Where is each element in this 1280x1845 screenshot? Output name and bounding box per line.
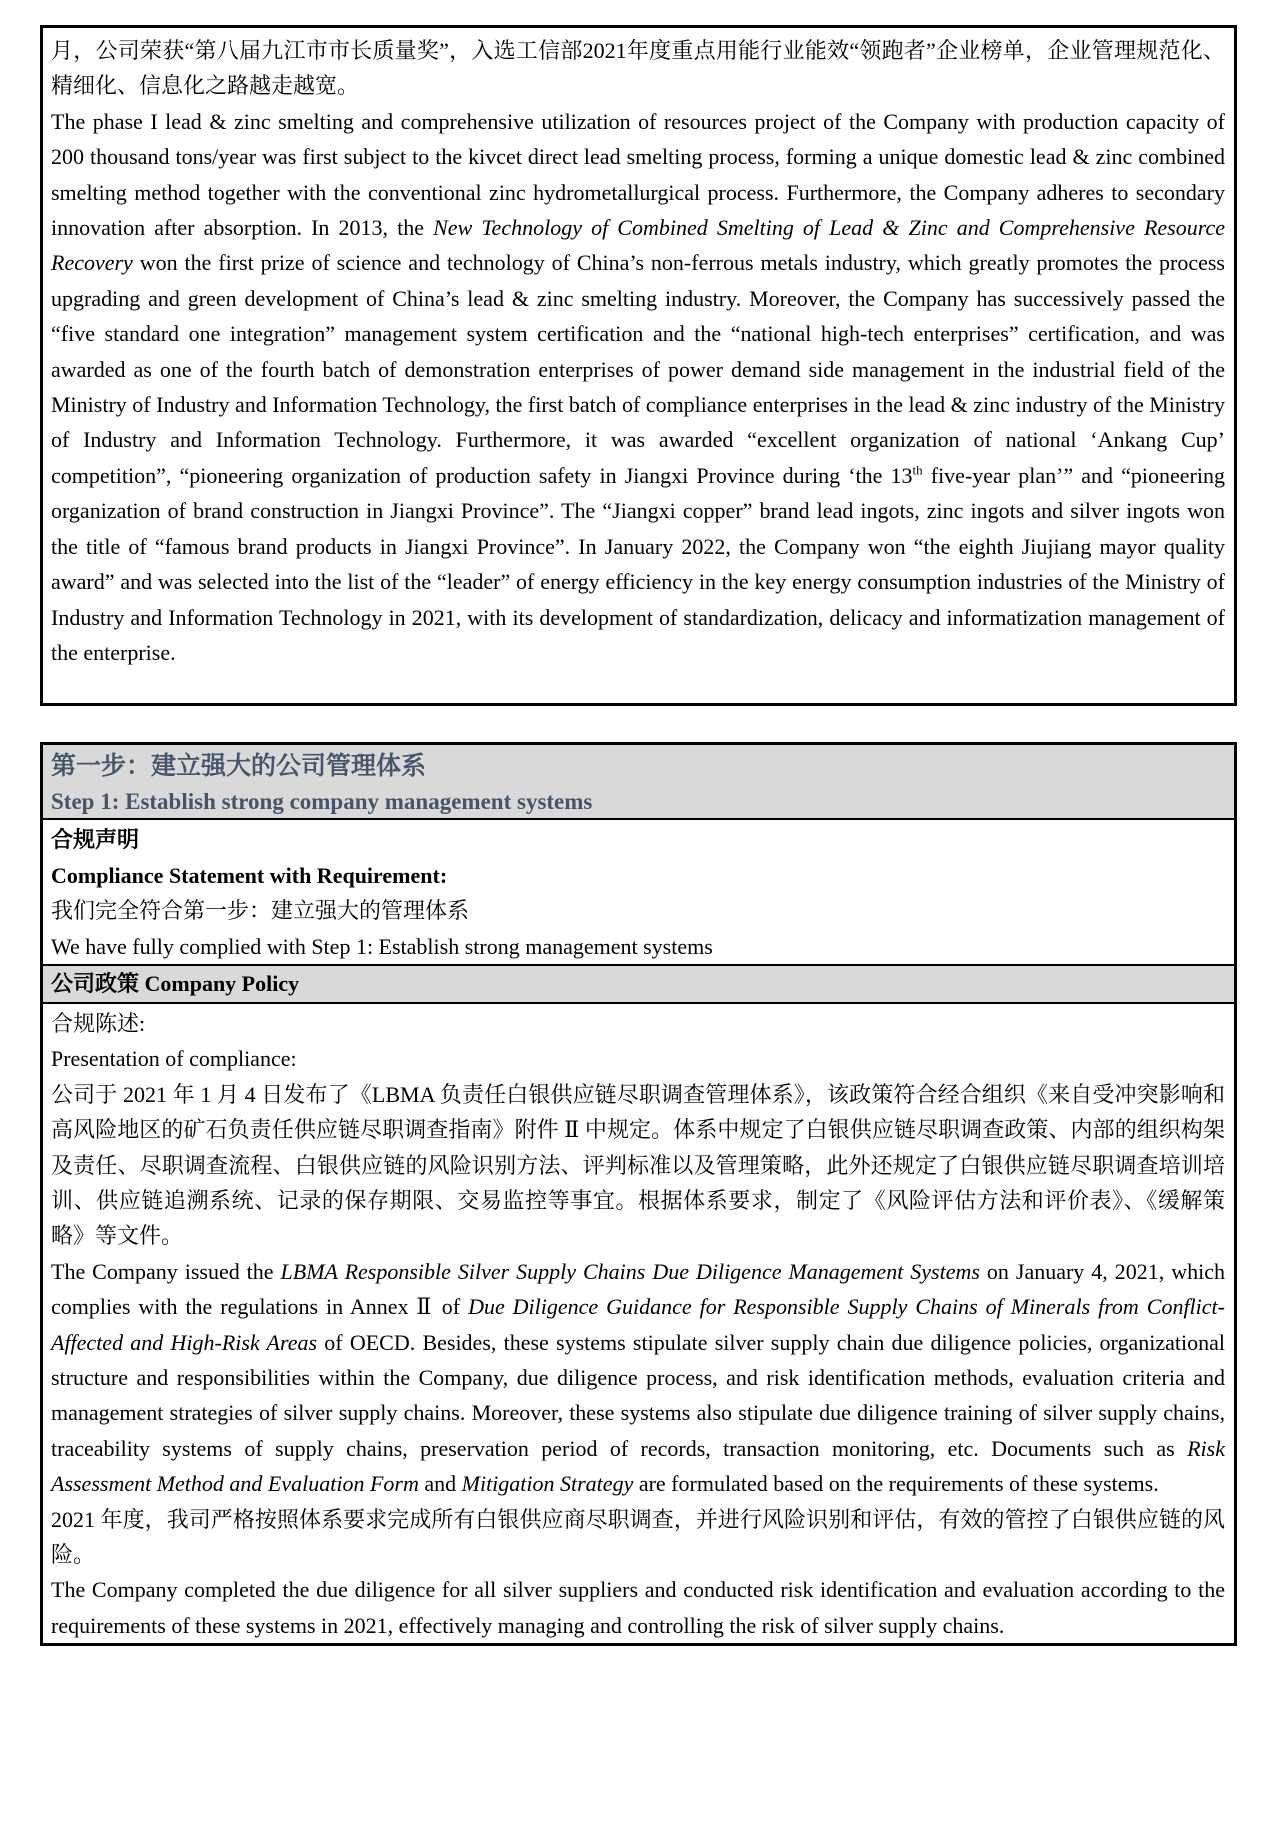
intro-paragraph-en xyxy=(51,104,1225,671)
text-run: The Company issued the xyxy=(51,1258,281,1284)
compliance-statement-en: We have fully complied with Step 1: Establish strong management systems xyxy=(51,933,713,959)
text-run-italic: Due Diligence Guidance for Responsible Supply Chains of Minerals from Conflict-Affected and High-Risk Areas xyxy=(51,1294,1225,1355)
section-gap xyxy=(0,706,1280,742)
step1-title-en: Step 1: Establish strong company management systems xyxy=(51,789,593,815)
policy-paragraph-en xyxy=(51,1254,1225,1502)
policy-paragraph2-cn: 2021 年度，我司严格按照体系要求完成所有白银供应商尽职调查，并进行风险识别和评估，有效的管控了白银供应链的风险。 xyxy=(51,1506,1225,1568)
text-run: The phase I lead & zinc smelting and comprehensive utilization of resources project of the Company with production capacity of 200 thousand tons/year was first subject to the kivcet direct lead smelting process, forming a unique domestic lead & zinc combined smelting method together with the conventional zinc hydrometallurgical process. Furthermore, the Company adheres to secondary innovation after absorption. In 2013, the xyxy=(51,108,1225,241)
text-run-italic: LBMA Responsible Silver Supply Chains Due Diligence Management Systems xyxy=(280,1258,980,1284)
policy-label-cn: 合规陈述: xyxy=(51,1010,146,1036)
intro-cell xyxy=(43,28,1234,703)
text-run: of OECD. Besides, these systems stipulate silver supply chain due diligence policies, organizational structure and responsibilities within the Company, due diligence process, and risk identification methods, evaluation criteria and management strategies of silver supply chains. Moreover, these systems also stipulate due diligence training of silver supply chains, traceability systems of supply chains, preservation period of records, transaction monitoring, etc. Documents such as xyxy=(51,1329,1225,1461)
step1-table xyxy=(40,742,1237,1646)
step1-title-cn: 第一步：建立强大的公司管理体系 xyxy=(51,753,427,781)
policy-label-en: Presentation of compliance: xyxy=(51,1046,297,1072)
text-run-italic: Mitigation Strategy xyxy=(461,1471,634,1497)
document-page xyxy=(0,25,1280,1845)
compliance-heading-en: Compliance Statement with Requirement: xyxy=(51,862,448,888)
compliance-heading-cn: 合规声明 xyxy=(51,827,140,853)
text-run: won the first prize of science and technology of China’s non-ferrous metals industry, which greatly promotes the process upgrading and green development of China’s lead & zinc smelting industry. Moreover, the Company has successively passed the “five standard one integration” management system certification and the “national high-tech enterprises” certification, and was awarded as one of the fourth batch of demonstration enterprises of power demand side management in the industrial field of the Ministry of Industry and Information Technology, the first batch of compliance enterprises in the lead & zinc industry of the Ministry of Industry and Information Technology. Furthermore, it was awarded “excellent organization of national ‘Ankang Cup’ competition”, “pioneering organization of production safety in Jiangxi Province during ‘the 13 xyxy=(51,250,1225,488)
policy-paragraph2-en: The Company completed the due diligence for all silver suppliers and conducted risk identification and evaluation according to the requirements of these systems in 2021, effectively managing and controlling the risk of silver supply chains. xyxy=(51,1577,1225,1638)
text-run: five-year plan’” and “pioneering organization of brand construction in Jiangxi Province”. The “Jiangxi copper” brand lead ingots, zinc ingots and silver ingots won the title of “famous brand products in Jiangxi Province”. In January 2022, the Company won “the eighth Jiujiang mayor quality award” and was selected into the list of the “leader” of energy efficiency in the key energy consumption industries of the Ministry of Industry and Information Technology in 2021, with its development of standardization, delicacy and informatization management of the enterprise. xyxy=(51,462,1225,665)
text-run-italic: Risk Assessment Method and Evaluation Form xyxy=(51,1435,1225,1497)
policy-cell xyxy=(43,1002,1234,1643)
company-policy-band: 公司政策 Company Policy xyxy=(43,964,1234,1002)
text-run-superscript: th xyxy=(912,462,923,478)
compliance-statement-cn: 我们完全符合第一步：建立强大的管理体系 xyxy=(51,898,470,924)
compliance-statement-cell xyxy=(43,818,1234,964)
text-run: and xyxy=(418,1471,462,1497)
text-run: on January 4, 2021, which complies with the regulations in Annex Ⅱ of xyxy=(51,1258,1225,1320)
intro-paragraph-cn: 月，公司荣获“第八届九江市市长质量奖”，入选工信部2021年度重点用能行业能效“领跑者”企业榜单，企业管理规范化、精细化、信息化之路越走越宽。 xyxy=(51,38,1225,99)
intro-table xyxy=(40,25,1237,706)
policy-paragraph-cn: 公司于 2021 年 1 月 4 日发布了《LBMA 负责任白银供应链尽职调查管理体系》，该政策符合经合组织《来自受冲突影响和高风险地区的矿石负责任供应链尽职调查指南》附件 Ⅱ 中规定。体系中规定了白银供应链尽职调查政策、内部的组织构架及责任、尽职调查流程、白银供应链的风险识别方法、评判标准以及管理策略，此外还规定了白银供应链尽职调查培训培训、供应链追溯系统、记录的保存期限、交易监控等事宜。根据体系要求，制定了《风险评估方法和评价表》、《缓解策略》等文件。 xyxy=(51,1081,1225,1249)
step1-header-band xyxy=(43,745,1234,818)
text-run: are formulated based on the requirements of these systems. xyxy=(633,1471,1159,1497)
text-run-italic: New Technology of Combined Smelting of Lead & Zinc and Comprehensive Resource Recovery xyxy=(51,215,1225,276)
